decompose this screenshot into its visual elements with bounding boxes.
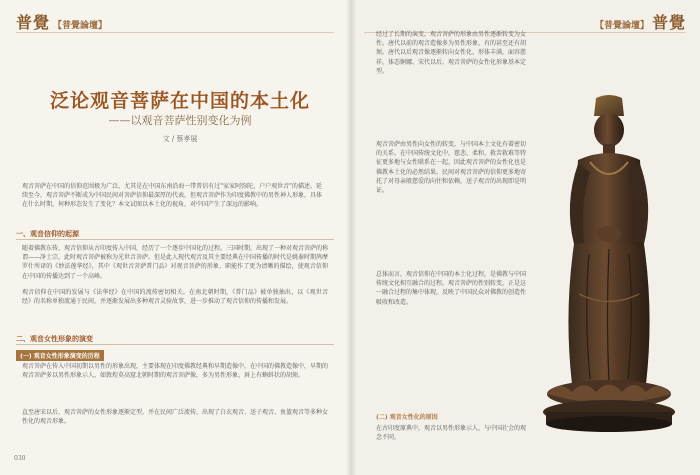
page-gutter <box>345 0 357 475</box>
body-paragraph: 经过了长期的演变，观音菩萨的形象由男性逐渐转变为女性。唐代以前的观音造像多为男性形象，有的甚至还有胡须。唐代以后观音像逐渐转向女性化，形体丰满，面容慈祥，体态婀娜。宋代以后，观音菩萨的女性化形象基本定型。 <box>376 31 527 75</box>
brand-logo: 普覺 <box>651 13 686 32</box>
section-rule <box>16 239 334 240</box>
section-paragraph: 观音信仰在中国的发展与《法华经》在中国的流传密切相关。在南北朝时期，《普门品》被单独抽出，以《观世音经》的名称单独流通于民间，并逐渐发展出多种观音灵验故事，进一步推动了观音信仰的传播和发展。 <box>22 289 328 306</box>
article-title: 泛论观音菩萨在中国的本土化 <box>49 90 310 112</box>
body-paragraph: 总体而言，观音信仰在中国的本土化过程，是佛教与中国传统文化相互融合的过程。观音菩萨的性别转变，正是这一融合过程的集中体现，反映了中国民众对佛教的创造性吸收和改造。 <box>376 271 527 306</box>
section-heading: 二、观音女性形象的演变 <box>16 334 93 343</box>
column-label: 【普覺論壇】 <box>53 21 108 31</box>
guanyin-statue-photo <box>534 94 684 434</box>
section-rule <box>16 344 334 345</box>
intro-paragraph: 观音菩萨在中国的信仰范围极为广泛，尤其是在中国东南沿海一带普信有过"家家阿弥陀，户户观世音"的描述。延续至今，观音菩萨不断成为中国民间对菩萨信仰最深厚的代表，但观音菩萨作为印度佛教中的男性神人形象，具体在什么时期，何种形态发生了变化？本文试图以本土化的视角，对中国产生了深远的影响。 <box>22 183 323 209</box>
column-label: 【普覺論壇】 <box>594 21 649 31</box>
section-paragraph: 直至唐宋以后，观音菩萨的女性形象逐渐定型，并在民间广泛流传，出现了白衣观音、送子观音、鱼篮观音等多种女性化的观音形象。 <box>22 409 329 426</box>
subsection-heading: (一) 观音女性形象演变的历程 <box>16 350 104 361</box>
page-number: 030 <box>14 455 26 462</box>
body-paragraph: 观音菩萨由男性向女性的转变，与中国本土文化有着密切的关系。在中国传统文化中，慈悲、柔和、救苦救难等特征更多地与女性联系在一起，因此观音菩萨的女性化也是佛教本土化的必然结果。民间对观音菩萨的信仰更多地寄托了对母亲般慈爱的向往和依赖，送子观音的出现即是明证。 <box>376 141 527 195</box>
section-paragraph: 观音菩萨在传入中国初期以男性的形象出现，主要体现在印度佛教经典和早期造像中，在中国的佛教造像中，早期的观音菩萨多以男性形象示人，如敦煌莫高窟北朝时期的观音菩萨像，多为男性形象，唇上有蝌蚪状的胡须。 <box>22 363 329 380</box>
article-author: 文 / 蔡孝展 <box>162 135 198 143</box>
section-heading: 一、观音信仰的起源 <box>16 229 79 238</box>
subsection-heading: (二) 观音女性化的原因 <box>376 414 438 421</box>
body-paragraph: 在古印度原典中，观音以男性形象示人，与中国社会的观念不同。 <box>376 425 527 442</box>
magazine-brand-right <box>592 10 686 33</box>
article-subtitle: ——以观音菩萨性别变化为例 <box>108 114 252 127</box>
header-rule <box>16 32 334 33</box>
magazine-brand-left <box>16 10 110 33</box>
section-paragraph: 随着佛教东传，观音信仰从古印度传入中国，经历了一个逐步中国化的过程。三国时期，出现了一种对观音菩萨的称谓——净土宗，此时观音菩萨被称为光世音菩萨。但是此人现代观音及其主要经典在中国传播的时代是姚秦时期鸠摩罗什所译的《妙法莲华经》，其中《观世音菩萨普门品》对观音菩萨的形象、职能作了更为清晰的描绘，使观音信仰在中国的传播达到了一个高峰。 <box>22 245 329 280</box>
brand-logo: 普覺 <box>16 13 51 32</box>
